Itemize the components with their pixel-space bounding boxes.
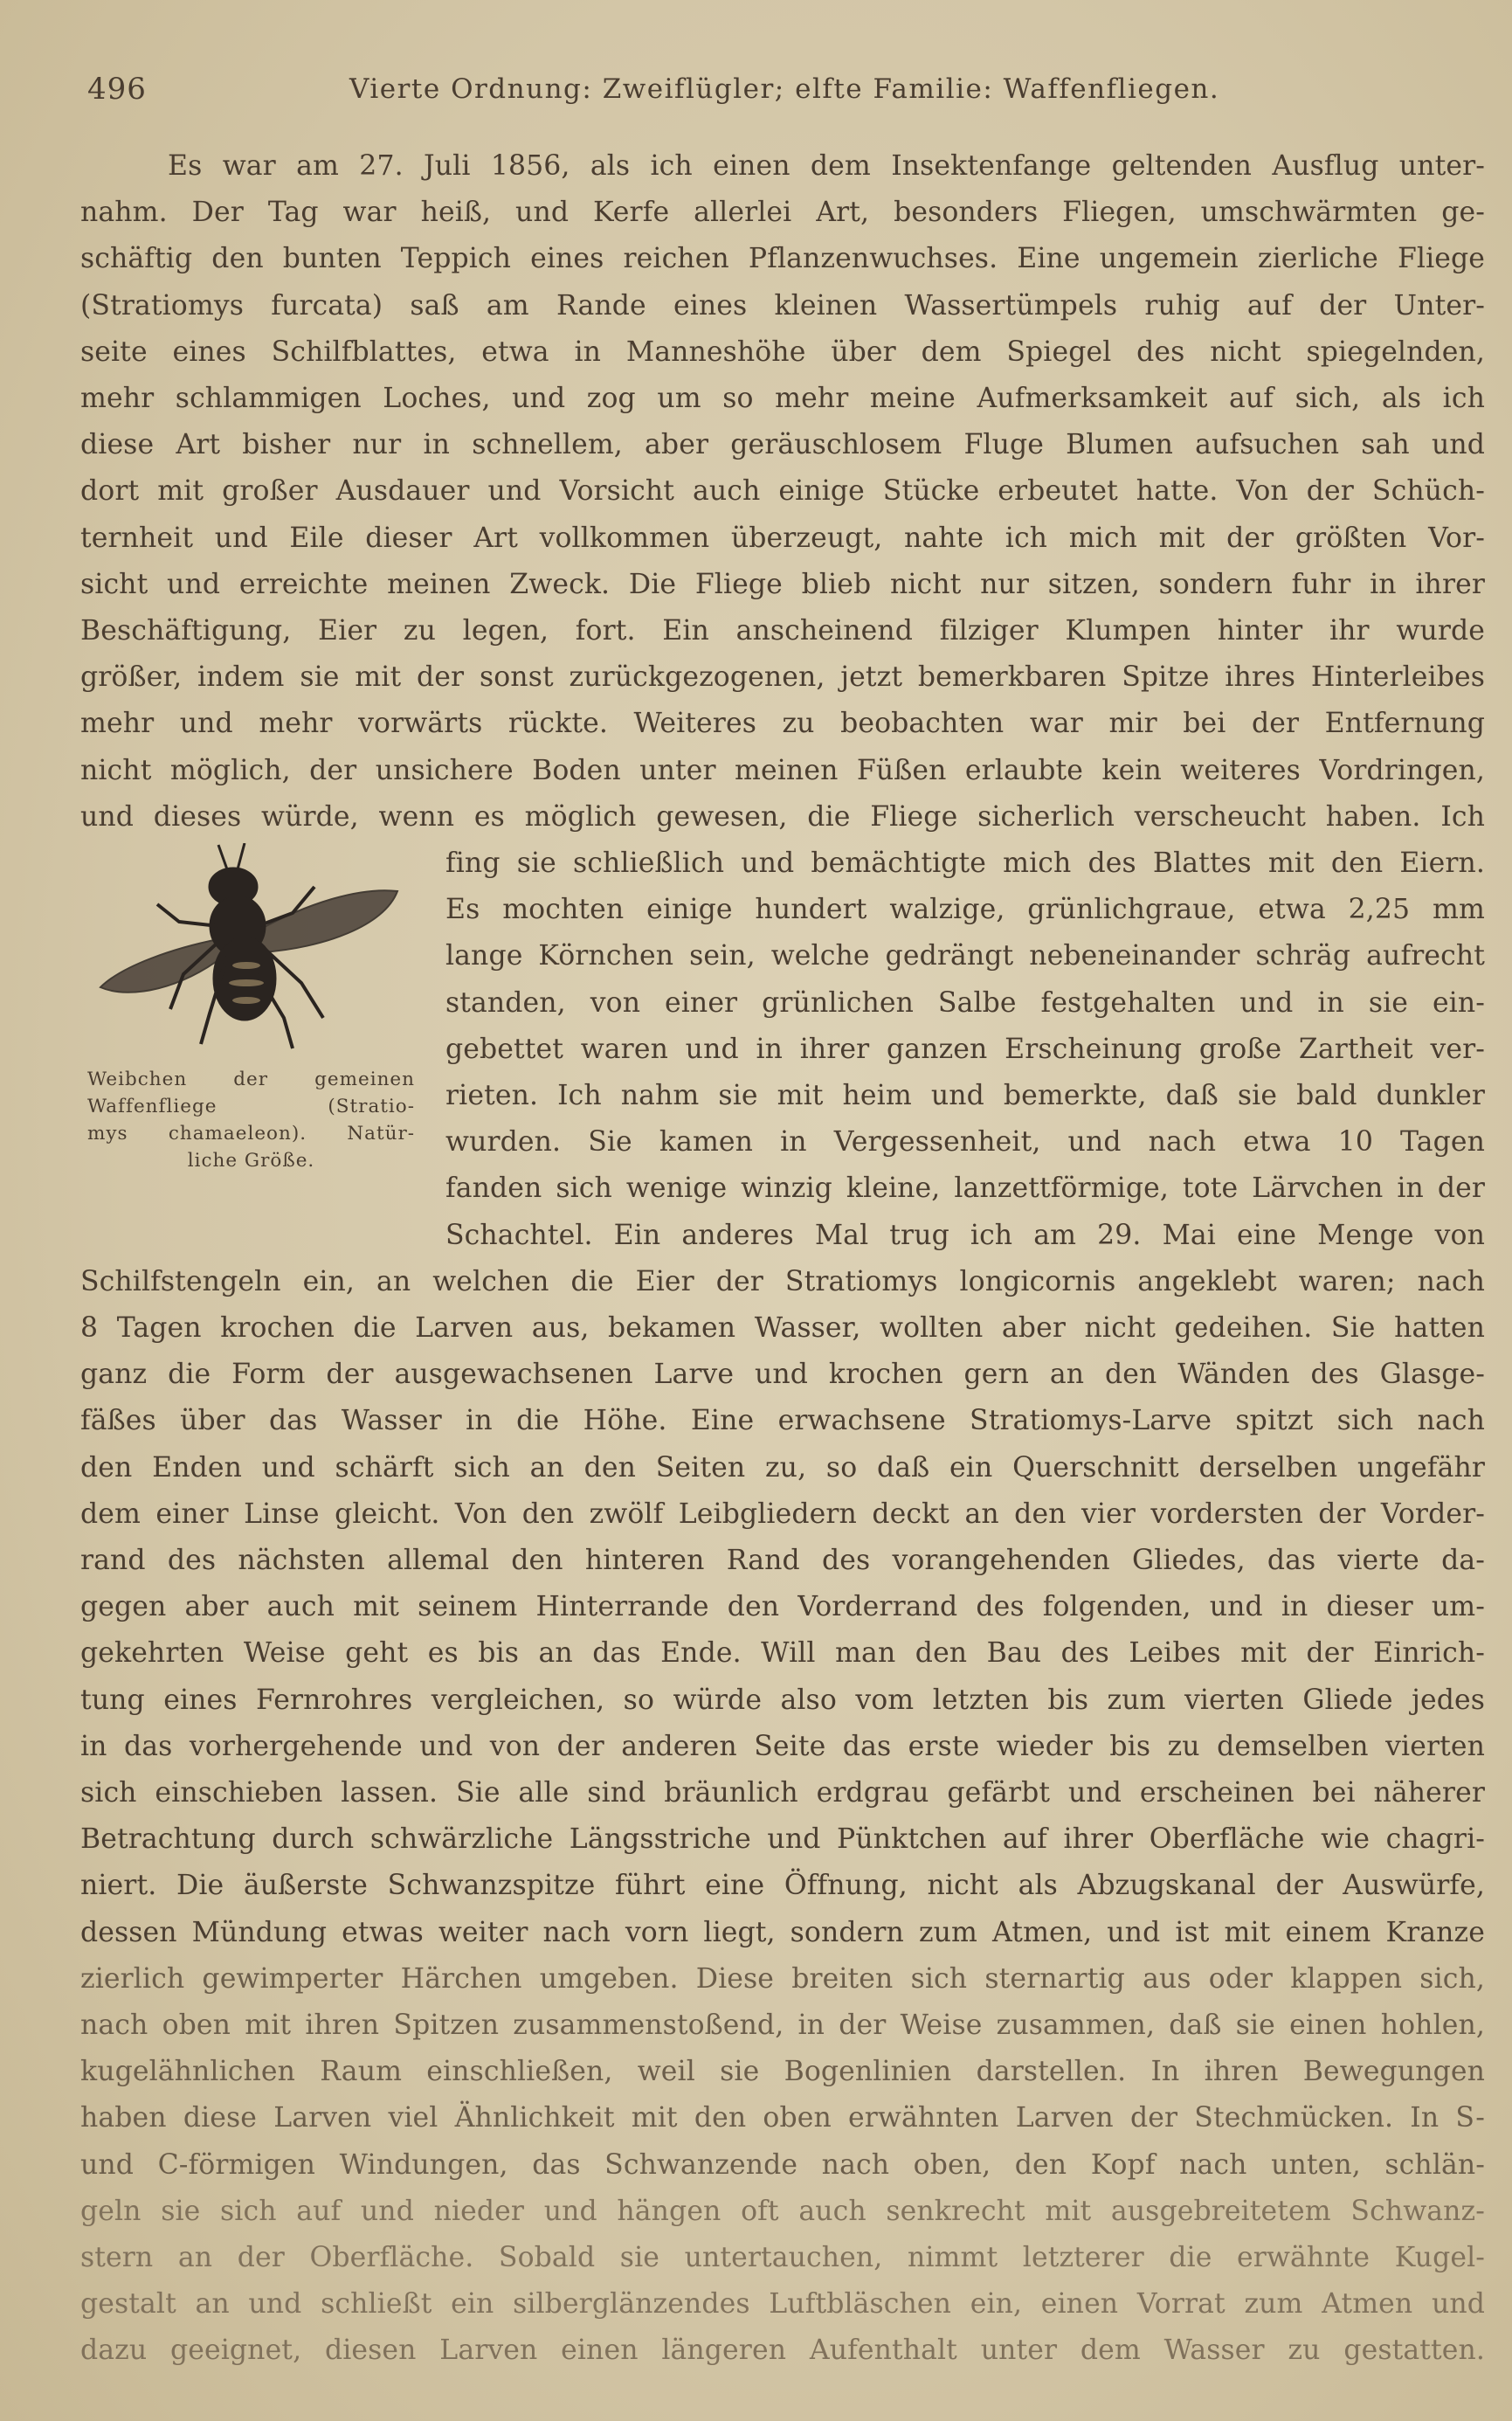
text-line: haben diese Larven viel Ähnlichkeit mit den oben erwähnten Larven der Stechmücken. In S- [80,2102,1485,2134]
text-line: Beschäftigung, Eier zu legen, fort. Ein anscheinend filziger Klumpen hinter ihr wurde [80,615,1485,647]
text-line: fing sie schließlich und bemächtigte mich des Blattes mit den Eiern. [445,847,1485,879]
text-line: Es war am 27. Juli 1856, als ich einen dem Insektenfange geltenden Ausflug unter- [168,150,1485,182]
text-line: geln sie sich auf und nieder und hängen oft auch senkrecht mit ausgebreitetem Schwanz- [80,2195,1485,2227]
text-line: nach oben mit ihren Spitzen zusammenstoßend, in der Weise zusammen, daß sie einen hohlen, [80,2009,1485,2041]
text-line: größer, indem sie mit der sonst zurückgezogenen, jetzt bemerkbaren Spitze ihres Hinterleibes [80,661,1485,694]
text-line: Es mochten einige hundert walzige, grünlichgraue, etwa 2,25 mm [445,894,1485,926]
text-line: rand des nächsten allemal den hinteren Rand des vorangehenden Gliedes, das vierte da- [80,1545,1485,1576]
figure [87,843,415,1201]
text-line: standen, von einer grünlichen Salbe festgehalten und in sie ein- [445,986,1485,1019]
text-line: und dieses würde, wenn es möglich gewesen, die Fliege sicherlich verscheucht haben. Ich [80,800,1485,833]
text-line: mehr und mehr vorwärts rückte. Weiteres zu beobachten war mir bei der Entfernung [80,708,1485,740]
page-header [87,72,1485,115]
text-line: den Enden und schärft sich an den Seiten zu, so daß ein Querschnitt derselben ungefähr [80,1451,1485,1484]
text-line: sich einschieben lassen. Sie alle sind bräunlich erdgrau gefärbt und erscheinen bei näherer [80,1777,1485,1809]
fly-illustration [96,843,411,1053]
text-line: kugelähnlichen Raum einschließen, weil sie Bogenlinien darstellen. In ihren Bewegungen [80,2056,1485,2088]
text-line: rieten. Ich nahm sie mit heim und bemerkte, daß sie bald dunkler [445,1080,1485,1111]
caption-line: mys chamaeleon). Natür- [87,1123,415,1145]
caption-line: liche Größe. [187,1150,315,1172]
text-line: Schachtel. Ein anderes Mal trug ich am 29. Mai eine Menge von [445,1219,1485,1251]
caption-line: Weibchen der gemeinen [87,1069,415,1090]
text-line: ternheit und Eile dieser Art vollkommen überzeugt, nahte ich mich mit der größten Vor- [80,522,1485,554]
text-line: 8 Tagen krochen die Larven aus, bekamen Wasser, wollten aber nicht gedeihen. Sie hatten [80,1312,1485,1344]
text-line: dort mit großer Ausdauer und Vorsicht auch einige Stücke erbeutet hatte. Von der Schüch- [80,475,1485,508]
text-line: gegen aber auch mit seinem Hinterrande den Vorderrand des folgenden, und in dieser um- [80,1591,1485,1623]
text-line: schäftig den bunten Teppich eines reichen Pflanzenwuchses. Eine ungemein zierliche Fliege [80,243,1485,275]
text-line: nahm. Der Tag war heiß, und Kerfe allerlei Art, besonders Fliegen, umschwärmten ge- [80,197,1485,229]
text-line: dessen Mündung etwas weiter nach vorn liegt, sondern zum Atmen, und ist mit einem Kranze [80,1916,1485,1948]
text-line: gebettet waren und in ihrer ganzen Erscheinung große Zartheit ver- [445,1033,1485,1065]
text-line: mehr schlammigen Loches, und zog um so mehr meine Aufmerksamkeit auf sich, als ich [80,383,1485,414]
figure-caption [87,1066,415,1174]
text-line: ganz die Form der ausgewachsenen Larve und krochen gern an den Wänden des Glasge- [80,1359,1485,1391]
text-line: nicht möglich, der unsichere Boden unter meinen Füßen erlaubte kein weiteres Vordringen, [80,754,1485,786]
text-line: fäßes über das Wasser in die Höhe. Eine erwachsene Stratiomys-Larve spitzt sich nach [80,1405,1485,1437]
text-line: (Stratiomys furcata) saß am Rande eines kleinen Wassertümpels ruhig auf der Unter- [80,289,1485,322]
text-line: dem einer Linse gleicht. Von den zwölf Leibgliedern deckt an den vier vordersten der Vorder- [80,1498,1485,1530]
text-line: Betrachtung durch schwärzliche Längsstriche und Pünktchen auf ihrer Oberfläche wie chagri- [80,1823,1485,1856]
text-line: stern an der Oberfläche. Sobald sie untertauchen, nimmt letzterer die erwähnte Kugel- [80,2242,1485,2273]
text-line: in das vorhergehende und von der anderen Seite das erste wieder bis zu demselben vierten [80,1730,1485,1762]
text-line: tung eines Fernrohres vergleichen, so würde also vom letzten bis zum vierten Gliede jedes [80,1684,1485,1716]
text-line: sicht und erreichte meinen Zweck. Die Fliege blieb nicht nur sitzen, sondern fuhr in ihrer [80,568,1485,600]
page-number: 496 [87,72,147,107]
text-line: gestalt an und schließt ein silberglänzendes Luftbläschen ein, einen Vorrat zum Atmen und [80,2288,1485,2321]
text-line: lange Körnchen sein, welche gedrängt nebeneinander schräg aufrecht [445,940,1485,972]
caption-line: Waffenfliege (Stratio- [87,1096,415,1117]
running-head: Vierte Ordnung: Zweiflügler; elfte Familie: Waffenfliegen. [349,73,1220,105]
text-line: wurden. Sie kamen in Vergessenheit, und nach etwa 10 Tagen [445,1126,1485,1159]
text-line: gekehrten Weise geht es bis an das Ende. Will man den Bau des Leibes mit der Einrich- [80,1637,1485,1670]
text-line: und C-förmigen Windungen, das Schwanzende nach oben, den Kopf nach unten, schlän- [80,2148,1485,2181]
text-line: seite eines Schilfblattes, etwa in Manneshöhe über dem Spiegel des nicht spiegelnden, [80,335,1485,368]
text-line: Schilfstengeln ein, an welchen die Eier der Stratiomys longicornis angeklebt waren; nach [80,1265,1485,1297]
text-line: zierlich gewimperter Härchen umgeben. Diese breiten sich sternartig aus oder klappen sich, [80,1962,1485,1995]
text-line: fanden sich wenige winzig kleine, lanzettförmige, tote Lärvchen in der [445,1172,1485,1205]
text-line: niert. Die äußerste Schwanzspitze führt eine Öffnung, nicht als Abzugskanal der Auswürfe, [80,1870,1485,1902]
text-line: dazu geeignet, diesen Larven einen längeren Aufenthalt unter dem Wasser zu gestatten. [80,2335,1485,2367]
text-line: diese Art bisher nur in schnellem, aber geräuschlosem Fluge Blumen aufsuchen sah und [80,429,1485,461]
